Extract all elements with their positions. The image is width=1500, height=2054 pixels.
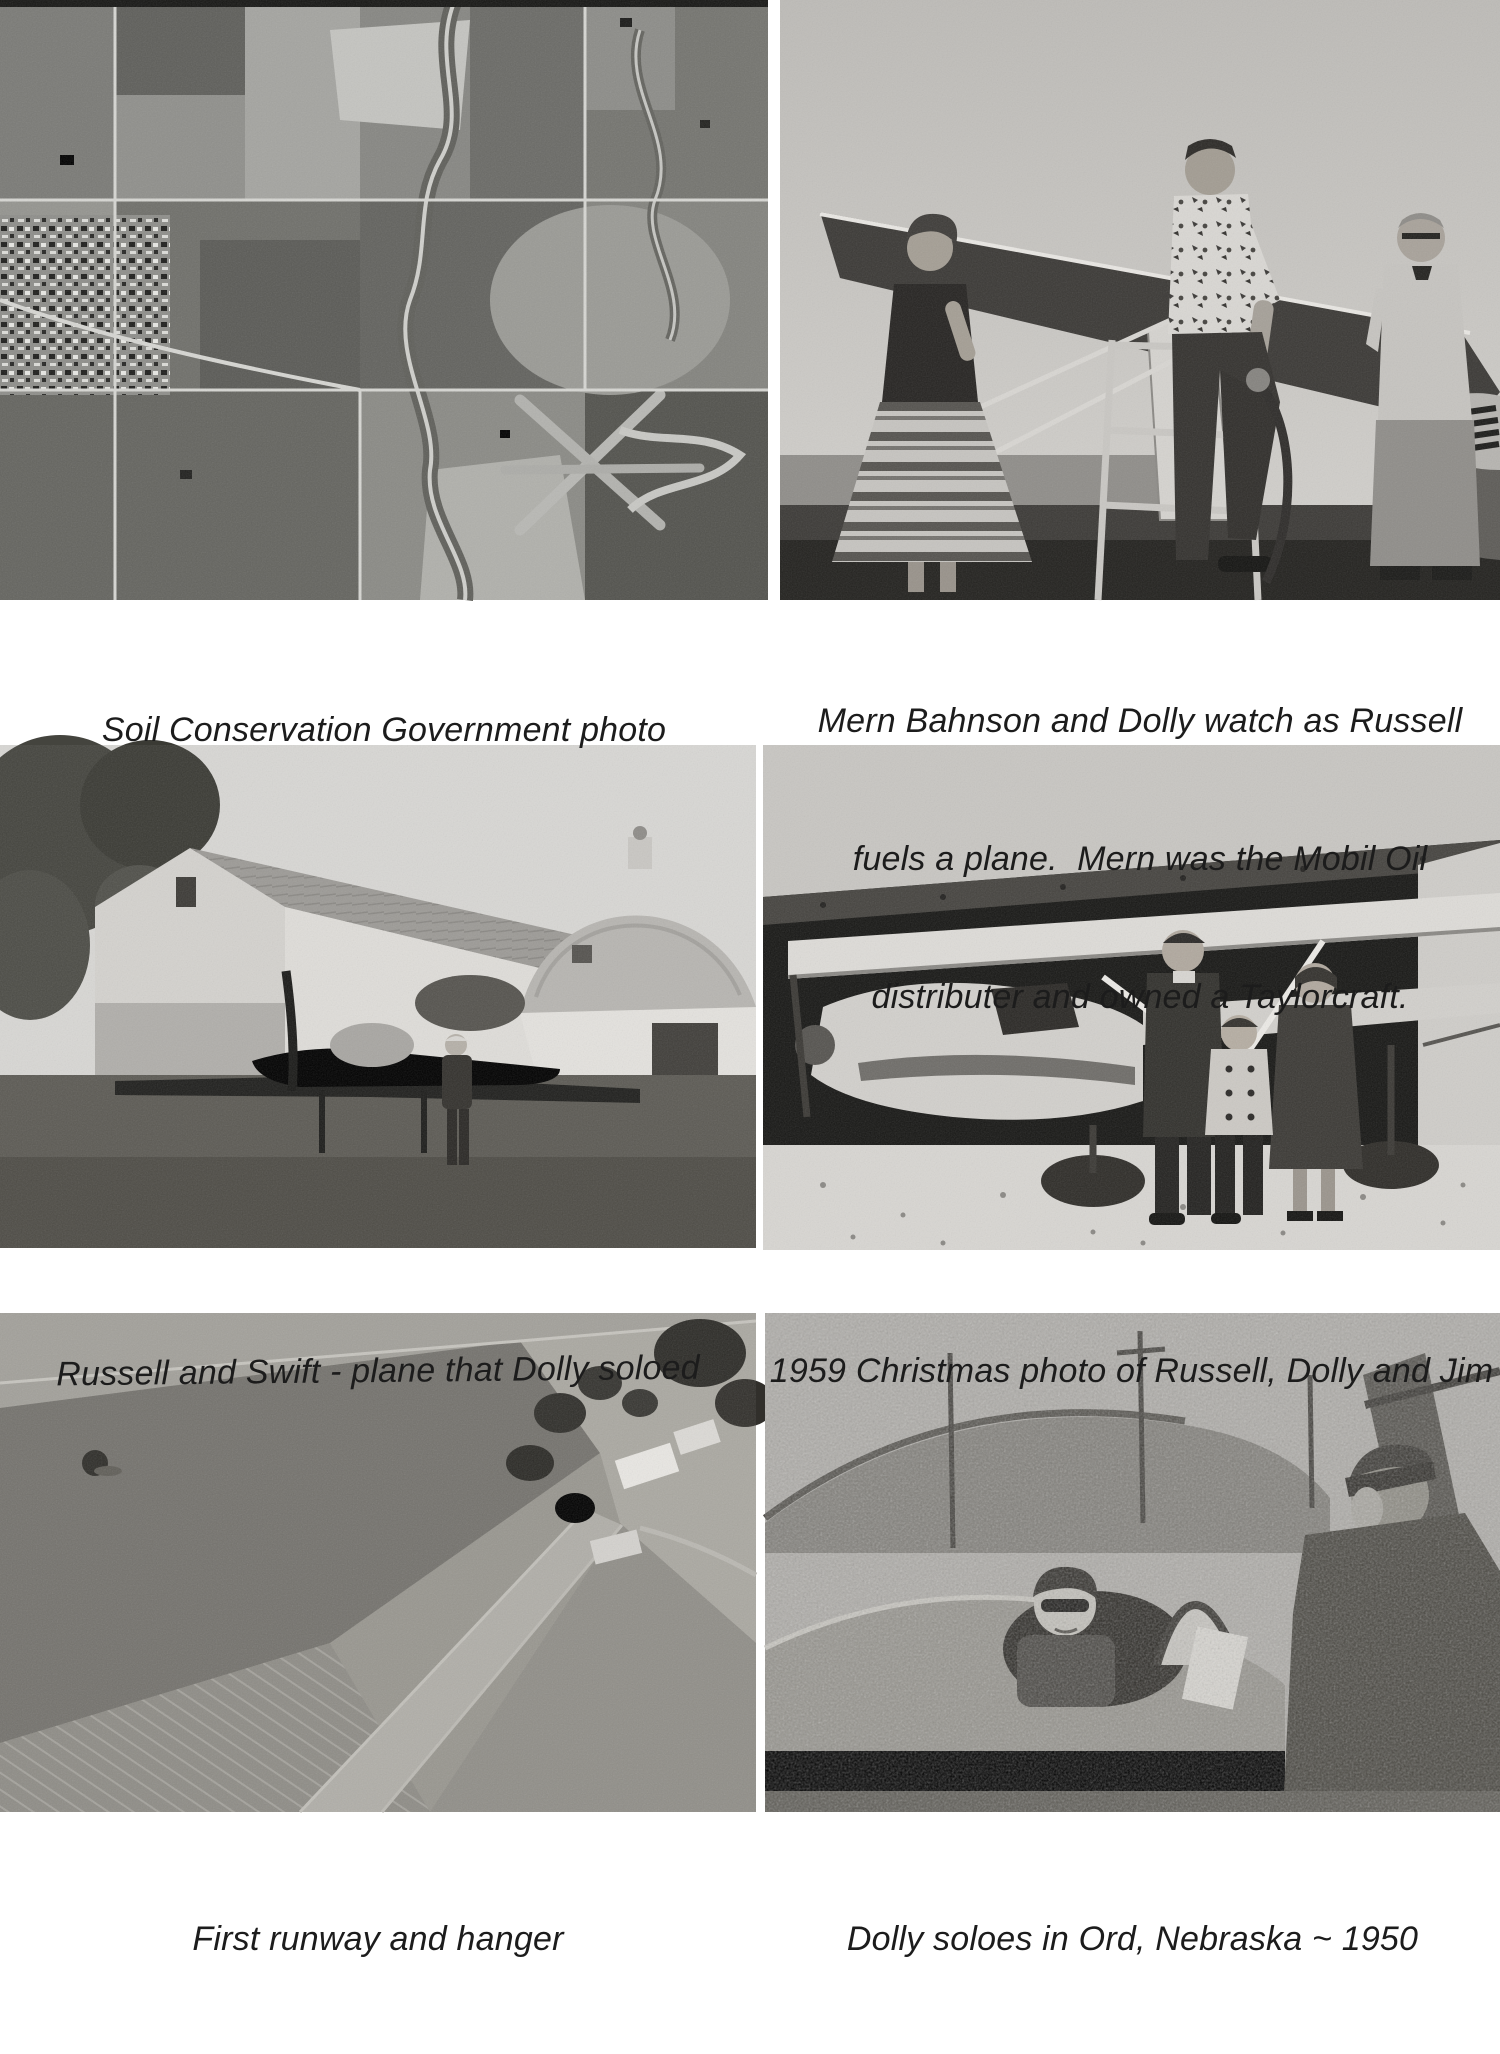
caption-first-runway xyxy=(0,1824,756,2054)
caption-line: Russell and Swift - plane that Dolly soloed xyxy=(56,1348,700,1394)
caption-russell-and-swift xyxy=(0,1252,757,1490)
caption-christmas-1959 xyxy=(763,1256,1500,1486)
photo-fueling-plane xyxy=(780,0,1500,600)
fueling-plane-image xyxy=(780,0,1500,600)
caption-fueling-plane xyxy=(800,606,1480,1112)
caption-soil-conservation xyxy=(0,615,768,845)
caption-line: distributer and owned a Taylorcraft. xyxy=(871,978,1409,1016)
photo-soil-conservation-aerial xyxy=(0,0,768,600)
caption-line: Dolly soloes in Ord, Nebraska ~ 1950 xyxy=(846,1920,1419,1958)
soil-conservation-aerial-image xyxy=(0,0,768,600)
caption-dolly-soloes xyxy=(765,1824,1500,2054)
caption-line: fuels a plane. Mern was the Mobil Oil xyxy=(852,840,1428,878)
caption-line: Mern Bahnson and Dolly watch as Russell xyxy=(817,702,1463,740)
film-grain xyxy=(780,0,1500,600)
film-grain xyxy=(0,0,768,600)
caption-line: First runway and hanger xyxy=(192,1920,564,1958)
caption-line: Soil Conservation Government photo xyxy=(101,711,667,749)
caption-line: 1959 Christmas photo of Russell, Dolly and Jim xyxy=(769,1352,1494,1390)
